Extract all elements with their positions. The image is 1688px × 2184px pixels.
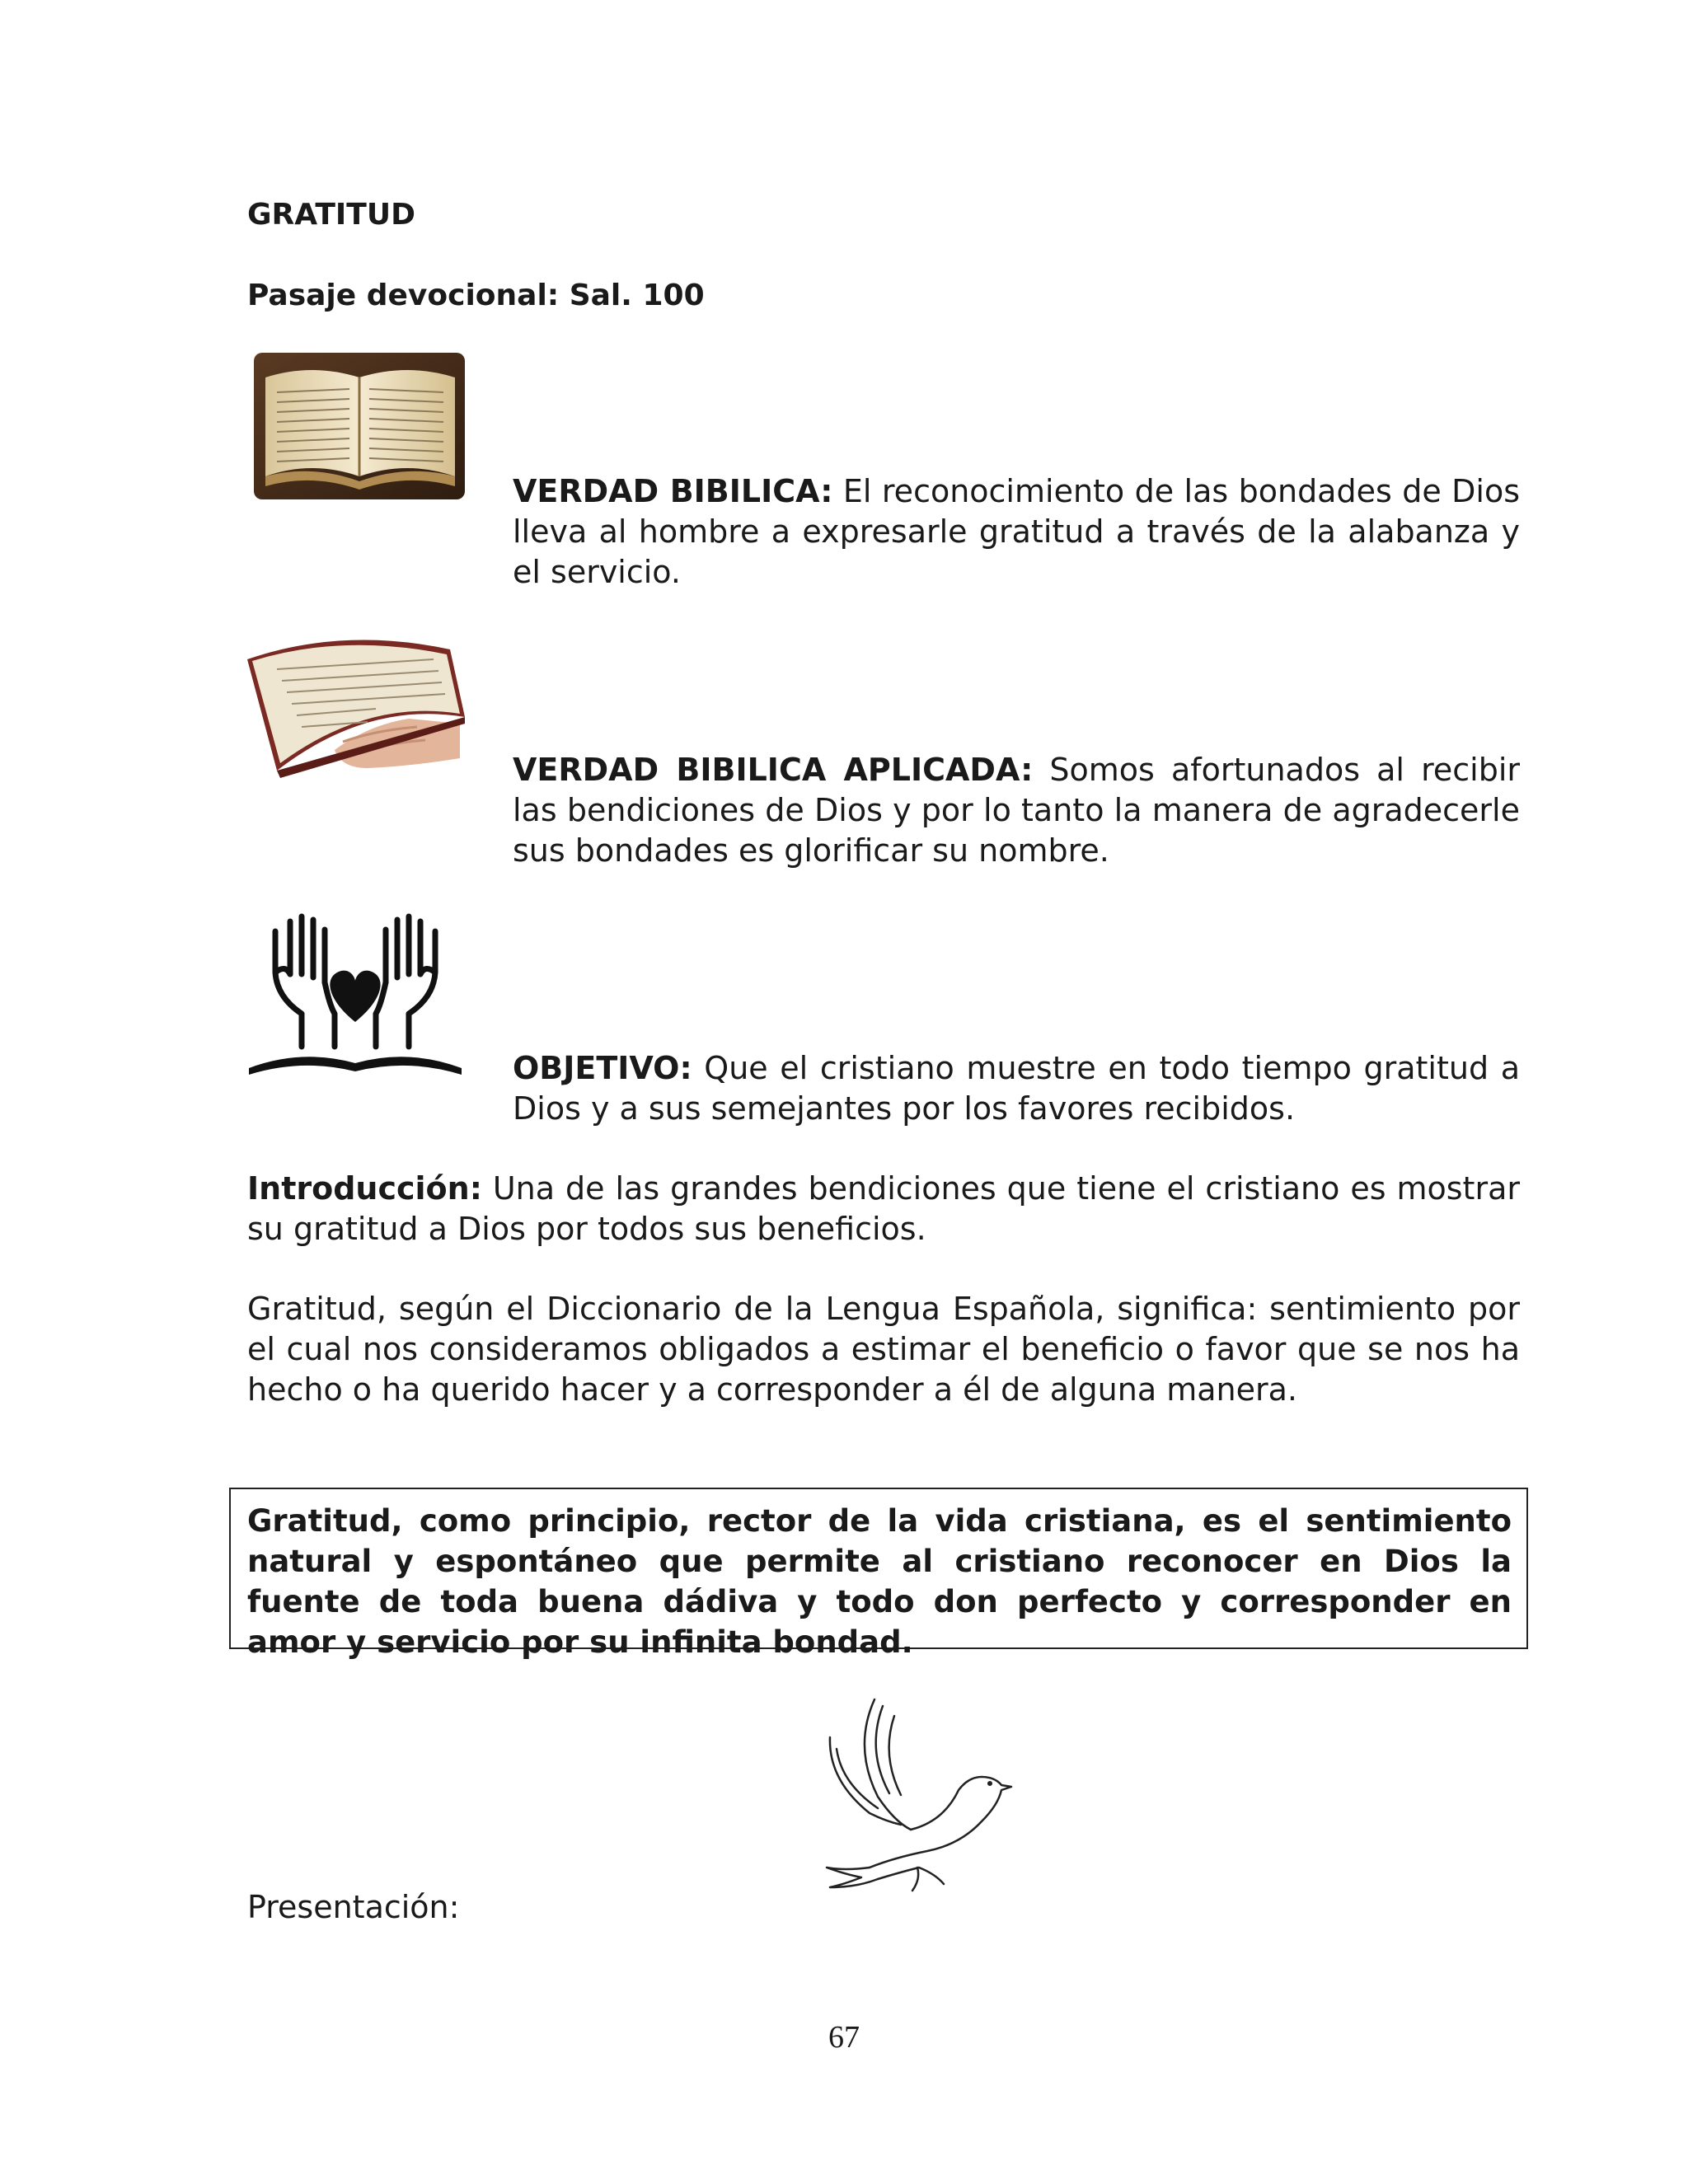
verdad-aplicada-paragraph [513,750,1520,871]
bible-hand-photo [244,626,467,783]
page-number: 67 [828,2020,860,2055]
definicion-paragraph: Gratitud, según el Diccionario de la Lengua Española, significa: sentimiento por el cual nos consideramos obligados a estimar el beneficio o favor que se nos ha hecho o ha querido hacer y a corresponder a él de alguna manera. [247,1291,1520,1408]
introduccion-text: Una de las grandes bendiciones que tiene el cristiano es mostrar su gratitud a Dios por todos sus beneficios. [247,1170,1520,1247]
verdad-biblica-label: VERDAD BIBILICA: [513,473,833,509]
principio-box [229,1488,1528,1660]
dove-icon [820,1698,1018,1896]
objetivo-text: Que el cristiano muestre en todo tiempo gratitud a Dios y a sus semejantes por los favores recibidos. [513,1050,1520,1127]
verdad-aplicada-label: VERDAD BIBILICA APLICADA: [513,752,1034,788]
page-title: GRATITUD [247,198,415,232]
hands-heart-icon [244,907,467,1080]
verdad-biblica-text: El reconocimiento de las bondades de Dios lleva al hombre a expresarle gratitud a través de la alabanza y el servicio. [513,473,1520,590]
verdad-biblica-paragraph [513,471,1520,593]
introduccion-label: Introducción: [247,1170,482,1207]
objetivo-paragraph [513,1048,1520,1129]
presentacion-label: Presentación: [247,1889,460,1925]
objetivo-label: OBJETIVO: [513,1050,692,1086]
devotional-passage: Pasaje devocional: Sal. 100 [247,279,705,312]
open-bible-photo [254,353,465,499]
introduccion-paragraph [247,1169,1520,1249]
principio-text: Gratitud, como principio, rector de la vida cristiana, es el sentimiento natural y espontáneo que permite al cristiano reconocer en Dios la fuente de toda buena dádiva y todo don perfecto y corresponder en amor y servicio por su infinita bondad. [247,1503,1512,1660]
verdad-aplicada-text: Somos afortunados al recibir las bendiciones de Dios y por lo tanto la manera de agradecerle sus bondades es glorificar su nombre. [513,752,1520,869]
